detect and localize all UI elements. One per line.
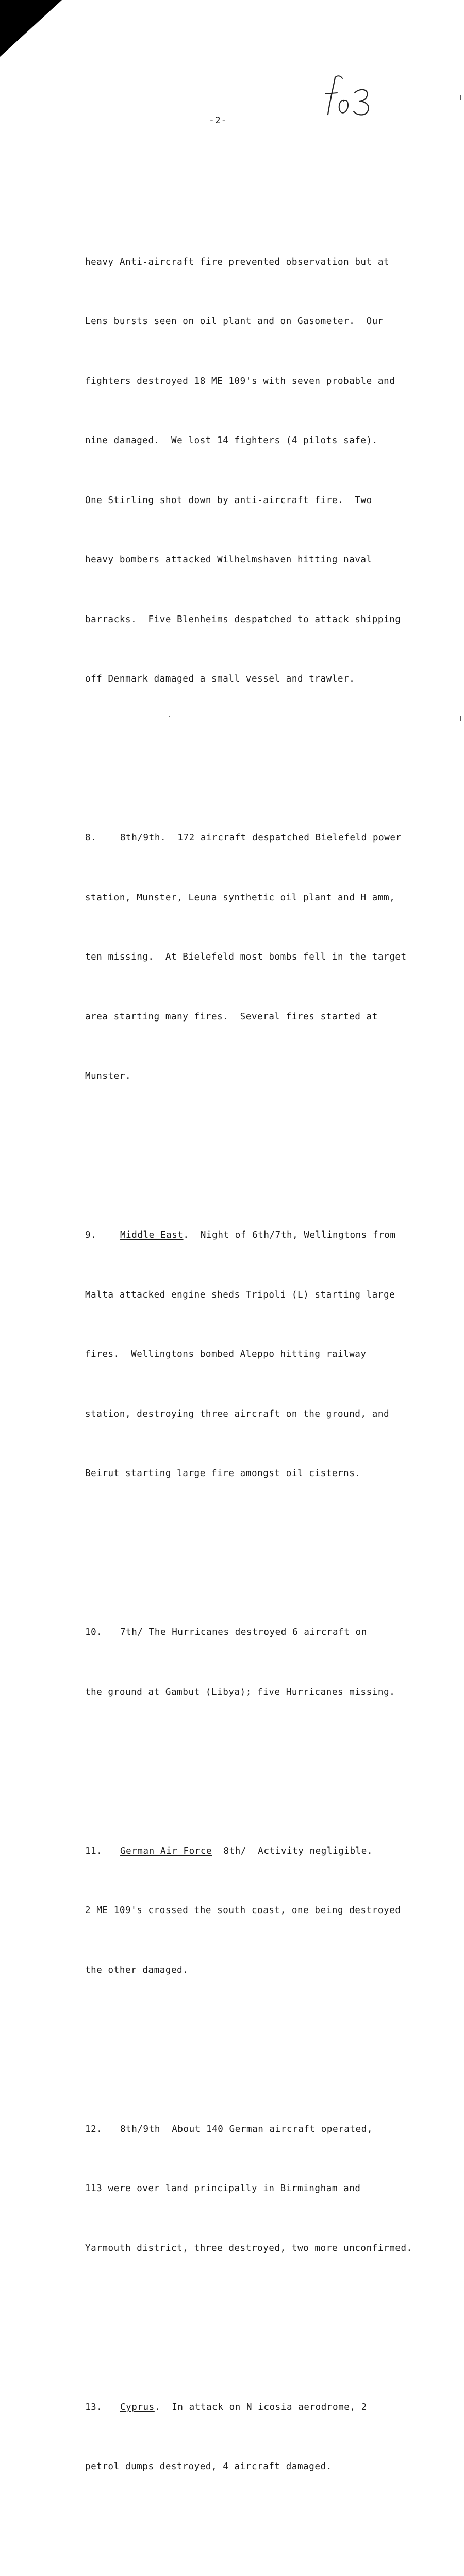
paragraph-number: 9. — [85, 1230, 97, 1240]
text-line: 113 were over land principally in Birmingham and — [85, 2183, 361, 2194]
text-line: area starting many fires. Several fires started at — [85, 1011, 378, 1022]
folio-handwriting-icon — [324, 73, 380, 120]
text-line: 8th/9th About 140 German aircraft operated, — [120, 2124, 373, 2134]
text-line: 8th/ Activity negligible. — [212, 1845, 373, 1856]
paragraph-9 — [85, 1186, 436, 1524]
text-line: . In attack on N icosia aerodrome, 2 — [154, 2402, 367, 2412]
text-line: 2 ME 109's crossed the south coast, one being destroyed — [85, 1905, 401, 1916]
section-heading: German Air Force — [120, 1845, 212, 1856]
text-line: station, Munster, Leuna synthetic oil plant and H amm, — [85, 892, 395, 903]
text-line: heavy bombers attacked Wilhelmshaven hitting naval — [85, 555, 372, 565]
paragraph-11 — [85, 1802, 436, 2020]
paragraph-10 — [85, 1583, 436, 1742]
text-line: Yarmouth district, three destroyed, two more unconfirmed. — [85, 2243, 412, 2254]
section-heading: Middle East — [120, 1230, 184, 1240]
scan-edge-mark — [460, 95, 461, 100]
paragraph-first-line — [85, 2119, 436, 2140]
text-line: nine damaged. We lost 14 fighters (4 pilots safe). — [85, 435, 378, 446]
paragraph-number: 8. — [85, 833, 97, 843]
text-line: Malta attacked engine sheds Tripoli (L) starting large — [85, 1289, 395, 1300]
section-heading: Cyprus — [120, 2402, 155, 2412]
text-line: fighters destroyed 18 ME 109's with seven probable and — [85, 376, 395, 386]
text-line: heavy Anti-aircraft fire prevented observation but at — [85, 256, 390, 267]
text-line: off Denmark damaged a small vessel and trawler. — [85, 674, 355, 684]
text-line: fires. Wellingtons bombed Aleppo hitting railway — [85, 1349, 367, 1359]
text-line: Munster. — [85, 1071, 131, 1081]
text-line: . Night of 6th/7th, Wellingtons from — [183, 1230, 396, 1240]
text-line: barracks. Five Blenheims despatched to attack shipping — [85, 614, 401, 625]
paragraph-first-line — [85, 1225, 436, 1245]
paragraph-continued — [85, 213, 436, 729]
paragraph-first-line — [85, 1623, 436, 1643]
text-line: petrol dumps destroyed, 4 aircraft damaged. — [85, 2461, 332, 2472]
paragraph-number: 12. — [85, 2124, 103, 2134]
handwritten-folio-mark — [324, 73, 380, 120]
memo-body — [85, 153, 436, 2576]
text-line: station, destroying three aircraft on the ground, and — [85, 1408, 390, 1419]
paragraph-number: 11. — [85, 1845, 103, 1856]
text-line: Lens bursts seen on oil plant and on Gasometer. Our — [85, 316, 384, 327]
paragraph-first-line — [85, 828, 436, 848]
paragraph-first-line — [85, 1841, 436, 1861]
text-line: the ground at Gambut (Libya); five Hurricanes missing. — [85, 1687, 395, 1697]
text-line: the other damaged. — [85, 1965, 189, 1975]
paragraph-8 — [85, 788, 436, 1126]
paragraph-13 — [85, 2358, 436, 2517]
text-line: ten missing. At Bielefeld most bombs fell in the target — [85, 952, 407, 962]
text-line: 8th/9th. 172 aircraft despatched Bielefeld power — [120, 833, 402, 843]
page-number: -2- — [209, 115, 227, 126]
ink-speck — [169, 716, 170, 717]
paragraph-first-line — [85, 2397, 436, 2418]
scan-edge-mark — [460, 716, 461, 721]
paragraph-number: 10. — [85, 1627, 103, 1638]
folded-corner — [0, 0, 62, 57]
text-line: One Stirling shot down by anti-aircraft fire. Two — [85, 495, 372, 506]
paragraph-number: 13. — [85, 2402, 103, 2412]
paragraph-12 — [85, 2080, 436, 2298]
text-line: 7th/ The Hurricanes destroyed 6 aircraft on — [120, 1627, 367, 1638]
text-line: Beirut starting large fire amongst oil cisterns. — [85, 1468, 361, 1479]
